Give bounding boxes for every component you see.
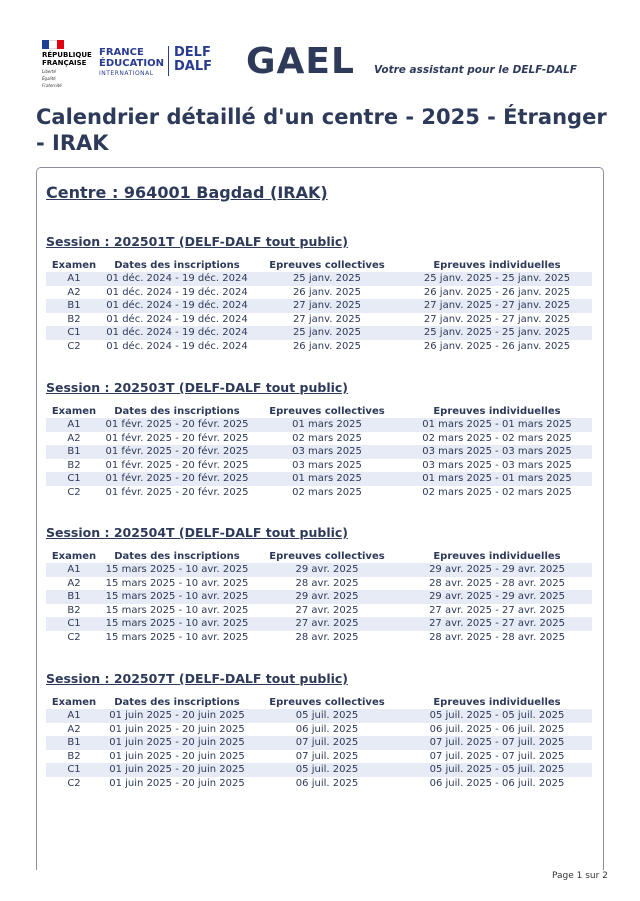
session-table xyxy=(46,695,592,790)
table-cell: B1 xyxy=(46,590,102,604)
table-row xyxy=(46,709,592,723)
session-title: Session : 202507T (DELF-DALF tout public) xyxy=(46,671,349,686)
session-block xyxy=(46,671,596,790)
table-cell: 01 févr. 2025 - 20 févr. 2025 xyxy=(102,418,252,432)
session-table xyxy=(46,258,592,353)
table-cell: B1 xyxy=(46,299,102,313)
table-cell: 01 févr. 2025 - 20 févr. 2025 xyxy=(105,486,249,498)
column-header: Examen xyxy=(51,259,97,271)
table-cell: 01 juin 2025 - 20 juin 2025 xyxy=(102,763,252,777)
table-cell: C1 xyxy=(46,617,102,631)
table-cell: 26 janv. 2025 xyxy=(292,340,362,352)
france-education-line-1: FRANCE xyxy=(99,47,144,58)
table-cell: 28 avr. 2025 - 28 avr. 2025 xyxy=(429,631,565,643)
republique-line-1: RÉPUBLIQUE xyxy=(42,51,92,59)
table-cell: 25 janv. 2025 - 25 janv. 2025 xyxy=(402,272,592,286)
table-cell: 01 juin 2025 - 20 juin 2025 xyxy=(109,723,245,735)
column-header: Dates des inscriptions xyxy=(114,259,240,271)
table-cell: 03 mars 2025 - 03 mars 2025 xyxy=(422,459,572,471)
table-cell: 27 avr. 2025 - 27 avr. 2025 xyxy=(402,617,592,631)
table-cell: 06 juil. 2025 - 06 juil. 2025 xyxy=(429,777,565,789)
table-row xyxy=(46,418,592,432)
session-table xyxy=(46,549,592,644)
dalf-label: DALF xyxy=(174,59,213,74)
table-row xyxy=(46,723,592,737)
motto-egalite: Égalité xyxy=(42,76,56,81)
table-cell: 29 avr. 2025 xyxy=(252,590,402,604)
table-row xyxy=(46,563,592,577)
gael-logo: GAEL xyxy=(246,41,355,82)
table-cell: B2 xyxy=(67,604,81,616)
session-title: Session : 202503T (DELF-DALF tout public) xyxy=(46,380,349,395)
column-header: Dates des inscriptions xyxy=(114,550,240,562)
table-cell: 03 mars 2025 xyxy=(252,445,402,459)
table-cell: 02 mars 2025 xyxy=(292,486,362,498)
table-cell: 03 mars 2025 xyxy=(292,459,362,471)
session-block xyxy=(46,525,596,644)
france-education-line-2: ÉDUCATION xyxy=(99,58,164,69)
table-cell: C1 xyxy=(46,472,102,486)
table-cell: 01 mars 2025 xyxy=(252,418,402,432)
table-cell: C2 xyxy=(67,777,81,789)
table-cell: 01 mars 2025 - 01 mars 2025 xyxy=(402,418,592,432)
column-header: Epreuves collectives xyxy=(269,259,385,271)
table-cell: 25 janv. 2025 xyxy=(252,326,402,340)
table-header-row xyxy=(46,695,592,709)
table-row xyxy=(46,299,592,313)
table-row xyxy=(46,286,592,300)
table-cell: C2 xyxy=(67,486,81,498)
table-row xyxy=(46,272,592,286)
table-cell: 01 juin 2025 - 20 juin 2025 xyxy=(109,750,245,762)
table-cell: 25 janv. 2025 - 25 janv. 2025 xyxy=(402,326,592,340)
table-row xyxy=(46,326,592,340)
table-cell: C1 xyxy=(46,326,102,340)
table-cell: A2 xyxy=(67,577,81,589)
table-row xyxy=(46,432,592,446)
table-cell: 27 janv. 2025 - 27 janv. 2025 xyxy=(402,299,592,313)
column-header: Epreuves collectives xyxy=(269,550,385,562)
table-cell: 15 mars 2025 - 10 avr. 2025 xyxy=(102,563,252,577)
table-row xyxy=(46,631,592,645)
table-header-row xyxy=(46,258,592,272)
table-cell: B1 xyxy=(46,445,102,459)
table-cell: 01 févr. 2025 - 20 févr. 2025 xyxy=(105,459,249,471)
table-row xyxy=(46,617,592,631)
table-cell: 05 juil. 2025 xyxy=(252,709,402,723)
table-cell: 02 mars 2025 xyxy=(292,432,362,444)
table-cell: 01 déc. 2024 - 19 déc. 2024 xyxy=(102,326,252,340)
table-cell: C1 xyxy=(46,763,102,777)
tagline: Votre assistant pour le DELF-DALF xyxy=(374,64,577,76)
table-cell: 01 juin 2025 - 20 juin 2025 xyxy=(102,736,252,750)
table-cell: 29 avr. 2025 xyxy=(252,563,402,577)
table-cell: 15 mars 2025 - 10 avr. 2025 xyxy=(105,577,249,589)
session-block xyxy=(46,234,596,353)
table-cell: 07 juil. 2025 - 07 juil. 2025 xyxy=(429,750,565,762)
table-cell: A2 xyxy=(67,723,81,735)
table-cell: 07 juil. 2025 xyxy=(252,736,402,750)
page-title: Calendrier détaillé d'un centre - 2025 - Étranger - IRAK xyxy=(36,105,607,155)
logo-divider xyxy=(168,46,169,76)
table-cell: 27 janv. 2025 xyxy=(292,313,362,325)
table-cell: 06 juil. 2025 xyxy=(295,777,359,789)
page-header xyxy=(0,0,640,95)
table-cell: 27 avr. 2025 - 27 avr. 2025 xyxy=(429,604,565,616)
column-header: Epreuves collectives xyxy=(269,405,385,417)
column-header: Examen xyxy=(51,405,97,417)
table-cell: A1 xyxy=(46,418,102,432)
table-cell: 28 avr. 2025 xyxy=(295,631,359,643)
table-cell: 15 mars 2025 - 10 avr. 2025 xyxy=(105,631,249,643)
column-header: Epreuves individuelles xyxy=(433,405,561,417)
table-cell: 27 avr. 2025 xyxy=(252,617,402,631)
table-cell: 28 avr. 2025 xyxy=(295,577,359,589)
table-cell: 26 janv. 2025 - 26 janv. 2025 xyxy=(423,286,571,298)
table-cell: B2 xyxy=(67,313,81,325)
table-row xyxy=(46,604,592,618)
table-cell: 07 juil. 2025 xyxy=(295,750,359,762)
table-row xyxy=(46,340,592,354)
table-cell: 27 avr. 2025 xyxy=(295,604,359,616)
table-cell: 15 mars 2025 - 10 avr. 2025 xyxy=(105,604,249,616)
table-cell: 03 mars 2025 - 03 mars 2025 xyxy=(402,445,592,459)
table-cell: 02 mars 2025 - 02 mars 2025 xyxy=(422,486,572,498)
table-cell: B2 xyxy=(67,459,81,471)
column-header: Epreuves individuelles xyxy=(433,696,561,708)
table-cell: 01 déc. 2024 - 19 déc. 2024 xyxy=(102,272,252,286)
delf-dalf-logo xyxy=(174,46,212,74)
table-cell: 06 juil. 2025 - 06 juil. 2025 xyxy=(429,723,565,735)
table-row xyxy=(46,777,592,791)
motto-fraternite: Fraternité xyxy=(42,83,62,88)
table-cell: B2 xyxy=(67,750,81,762)
motto-liberte: Liberté xyxy=(42,69,57,74)
table-cell: 01 févr. 2025 - 20 févr. 2025 xyxy=(105,432,249,444)
table-cell: 06 juil. 2025 xyxy=(295,723,359,735)
table-row xyxy=(46,459,592,473)
table-cell: 01 févr. 2025 - 20 févr. 2025 xyxy=(102,472,252,486)
table-cell: 27 janv. 2025 xyxy=(252,299,402,313)
table-cell: 07 juil. 2025 - 07 juil. 2025 xyxy=(402,736,592,750)
table-row xyxy=(46,445,592,459)
table-row xyxy=(46,763,592,777)
delf-label: DELF xyxy=(174,45,211,60)
table-cell: 05 juil. 2025 - 05 juil. 2025 xyxy=(402,763,592,777)
table-header-row xyxy=(46,404,592,418)
table-row xyxy=(46,736,592,750)
table-cell: C2 xyxy=(67,631,81,643)
page-footer: Page 1 sur 2 xyxy=(552,871,608,881)
column-header: Epreuves individuelles xyxy=(433,259,561,271)
table-cell: 26 janv. 2025 - 26 janv. 2025 xyxy=(423,340,571,352)
table-cell: A2 xyxy=(67,432,81,444)
table-cell: 01 déc. 2024 - 19 déc. 2024 xyxy=(106,313,248,325)
french-flag-icon xyxy=(42,40,64,49)
table-cell: C2 xyxy=(67,340,81,352)
table-cell: 05 juil. 2025 - 05 juil. 2025 xyxy=(402,709,592,723)
table-cell: 01 juin 2025 - 20 juin 2025 xyxy=(102,709,252,723)
table-cell: 15 mars 2025 - 10 avr. 2025 xyxy=(102,617,252,631)
table-cell: 28 avr. 2025 - 28 avr. 2025 xyxy=(429,577,565,589)
session-block xyxy=(46,380,596,499)
france-education-logo xyxy=(99,47,164,77)
table-cell: 01 déc. 2024 - 19 déc. 2024 xyxy=(106,340,248,352)
table-cell: 01 juin 2025 - 20 juin 2025 xyxy=(109,777,245,789)
column-header: Epreuves collectives xyxy=(269,696,385,708)
table-row xyxy=(46,590,592,604)
table-cell: A1 xyxy=(46,272,102,286)
table-row xyxy=(46,313,592,327)
column-header: Examen xyxy=(51,696,97,708)
session-table xyxy=(46,404,592,499)
table-cell: 29 avr. 2025 - 29 avr. 2025 xyxy=(402,563,592,577)
table-header-row xyxy=(46,549,592,563)
column-header: Dates des inscriptions xyxy=(114,405,240,417)
table-row xyxy=(46,577,592,591)
table-cell: A1 xyxy=(46,563,102,577)
session-title: Session : 202501T (DELF-DALF tout public) xyxy=(46,234,349,249)
table-cell: 26 janv. 2025 xyxy=(292,286,362,298)
table-cell: 05 juil. 2025 xyxy=(252,763,402,777)
table-cell: 01 févr. 2025 - 20 févr. 2025 xyxy=(102,445,252,459)
table-cell: A1 xyxy=(46,709,102,723)
international-label: INTERNATIONAL xyxy=(99,70,154,77)
republique-francaise-logo xyxy=(42,40,90,88)
table-cell: 01 déc. 2024 - 19 déc. 2024 xyxy=(102,299,252,313)
table-cell: 25 janv. 2025 xyxy=(252,272,402,286)
column-header: Epreuves individuelles xyxy=(433,550,561,562)
republique-line-2: FRANÇAISE xyxy=(42,59,87,67)
table-row xyxy=(46,486,592,500)
table-cell: 01 mars 2025 xyxy=(252,472,402,486)
table-cell: 29 avr. 2025 - 29 avr. 2025 xyxy=(402,590,592,604)
table-cell: A2 xyxy=(67,286,81,298)
table-cell: 01 mars 2025 - 01 mars 2025 xyxy=(402,472,592,486)
session-title: Session : 202504T (DELF-DALF tout public) xyxy=(46,525,349,540)
table-row xyxy=(46,472,592,486)
table-cell: 15 mars 2025 - 10 avr. 2025 xyxy=(102,590,252,604)
table-cell: 02 mars 2025 - 02 mars 2025 xyxy=(422,432,572,444)
table-cell: 27 janv. 2025 - 27 janv. 2025 xyxy=(423,313,571,325)
column-header: Examen xyxy=(51,550,97,562)
table-row xyxy=(46,750,592,764)
column-header: Dates des inscriptions xyxy=(114,696,240,708)
centre-title: Centre : 964001 Bagdad (IRAK) xyxy=(46,183,328,202)
table-cell: B1 xyxy=(46,736,102,750)
table-cell: 01 déc. 2024 - 19 déc. 2024 xyxy=(106,286,248,298)
